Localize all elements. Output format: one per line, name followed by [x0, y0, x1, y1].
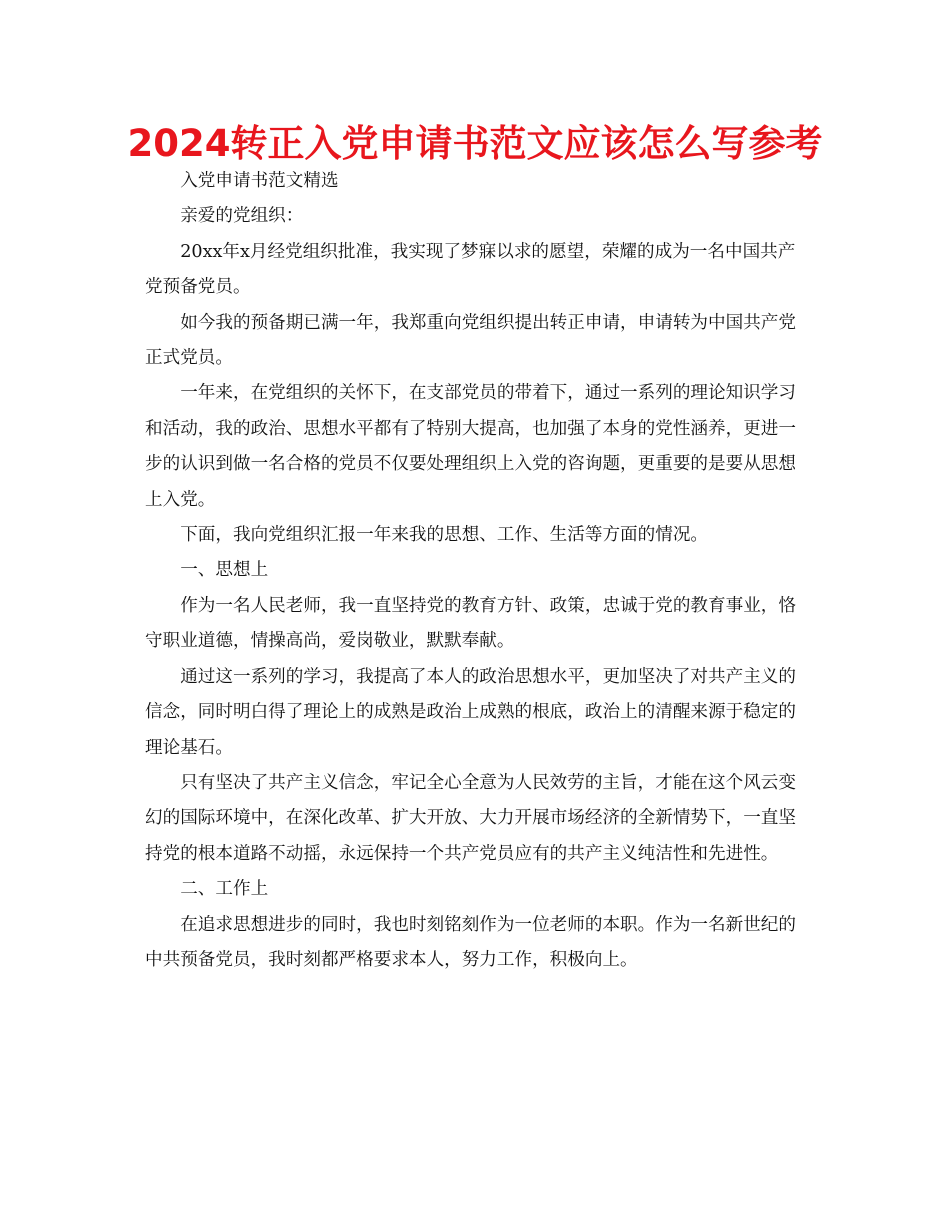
paragraph: 在追求思想进步的同时，我也时刻铭刻作为一位老师的本职。作为一名新世纪的中共预备党员，我时刻都严格要求本人，努力工作，积极向上。 — [145, 914, 796, 970]
paragraph: 通过这一系列的学习，我提高了本人的政治思想水平，更加坚决了对共产主义的信念，同时明白得了理论上的成熟是政治上成熟的根底，政治上的清醒来源于稳定的理论基石。 — [145, 666, 796, 758]
paragraph-subtitle: 入党申请书范文精选 — [180, 171, 339, 191]
paragraph: 一年来，在党组织的关怀下，在支部党员的带着下，通过一系列的理论知识学习和活动，我的政治、思想水平都有了特别大提高，也加强了本身的党性涵养，更进一步的认识到做一名合格的党员不仅要处理组织上入党的咨询题，更重要的是要从思想上入党。 — [145, 383, 796, 510]
paragraph-salutation: 亲爱的党组织： — [180, 206, 304, 227]
document-body — [145, 164, 805, 978]
paragraph: 下面，我向党组织汇报一年来我的思想、工作、生活等方面的情况。 — [180, 525, 709, 546]
section-heading-work: 二、工作上 — [180, 879, 269, 900]
paragraph: 20xx年x月经党组织批准，我实现了梦寐以求的愿望，荣耀的成为一名中国共产党预备党员。 — [145, 241, 796, 298]
paragraph: 只有坚决了共产主义信念，牢记全心全意为人民效劳的主旨，才能在这个风云变幻的国际环境中，在深化改革、扩大开放、大力开展市场经济的全新情势下，一直坚持党的根本道路不动摇，永远保持一个共产党员应有的共产主义纯洁性和先进性。 — [145, 772, 796, 864]
paragraph: 如今我的预备期已满一年，我郑重向党组织提出转正申请，申请转为中国共产党正式党员。 — [145, 312, 796, 369]
paragraph: 作为一名人民老师，我一直坚持党的教育方针、政策，忠诚于党的教育事业，恪守职业道德，情操高尚，爱岗敬业，默默奉献。 — [145, 595, 796, 652]
document-title: 2024转正入党申请书范文应该怎么写参考 — [127, 122, 823, 165]
section-heading-thought: 一、思想上 — [180, 560, 269, 581]
